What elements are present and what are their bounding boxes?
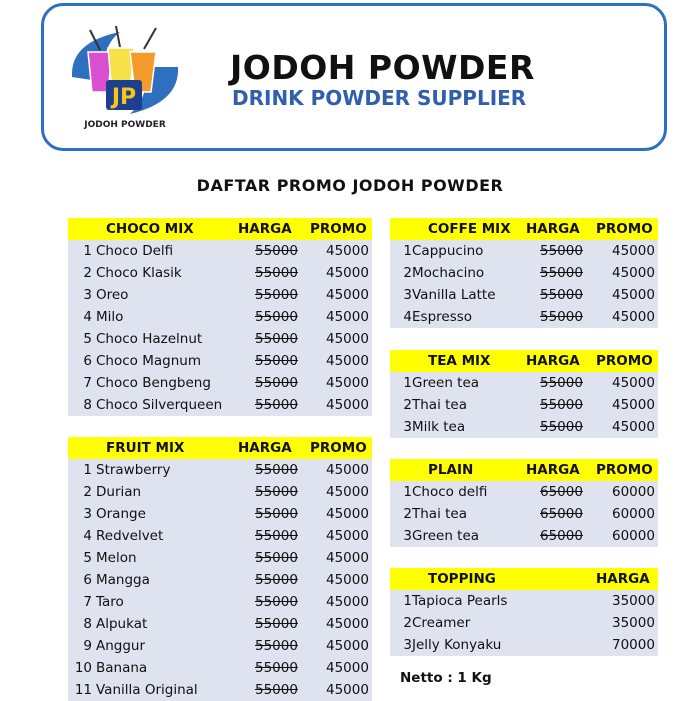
item-name: Choco Silverqueen	[96, 397, 223, 413]
svg-text:JP: JP	[111, 85, 137, 110]
item-original-price: 55000	[255, 550, 298, 566]
item-name: Milk tea	[412, 419, 466, 435]
table-row	[68, 459, 372, 481]
item-original-price: 55000	[255, 287, 298, 303]
logo-caption: JODOH POWDER	[84, 120, 166, 130]
item-price: 70000	[612, 637, 655, 653]
item-original-price: 55000	[255, 528, 298, 544]
table-row	[68, 306, 372, 328]
item-promo-price: 45000	[326, 506, 369, 522]
column-header-promo: PROMO	[310, 440, 367, 456]
item-name: Green tea	[412, 528, 480, 544]
item-original-price: 55000	[540, 243, 583, 259]
brand-logo	[60, 22, 190, 137]
item-original-price: 55000	[255, 660, 298, 676]
column-header-promo: PROMO	[596, 462, 653, 478]
item-original-price: 55000	[255, 682, 298, 698]
column-header-promo: PROMO	[310, 221, 367, 237]
item-original-price: 55000	[255, 462, 298, 478]
item-name: Tapioca Pearls	[412, 593, 508, 609]
table-row	[68, 284, 372, 306]
item-promo-price: 45000	[612, 309, 655, 325]
item-original-price: 55000	[255, 506, 298, 522]
item-promo-price: 45000	[326, 550, 369, 566]
item-promo-price: 45000	[612, 243, 655, 259]
item-name: Choco delfi	[412, 484, 488, 500]
item-promo-price: 45000	[326, 682, 369, 698]
table-row	[390, 262, 658, 284]
tea-mix-table	[390, 350, 658, 438]
item-original-price: 55000	[255, 243, 298, 259]
table-row	[68, 591, 372, 613]
row-number: 6	[83, 353, 92, 369]
item-promo-price: 45000	[612, 419, 655, 435]
item-original-price: 55000	[540, 265, 583, 281]
netto-label: Netto : 1 Kg	[400, 670, 492, 686]
item-promo-price: 45000	[326, 594, 369, 610]
item-name: Choco Klasik	[96, 265, 182, 281]
item-promo-price: 45000	[326, 484, 369, 500]
column-header-price: HARGA	[238, 440, 292, 456]
plain-table	[390, 459, 658, 547]
table-row	[68, 481, 372, 503]
item-original-price: 55000	[255, 616, 298, 632]
row-number: 1	[83, 462, 92, 478]
item-original-price: 55000	[255, 353, 298, 369]
item-promo-price: 45000	[326, 528, 369, 544]
item-name: Durian	[96, 484, 142, 500]
table-row	[68, 547, 372, 569]
table-row	[390, 481, 658, 503]
fruit-mix-table	[68, 437, 372, 701]
item-original-price: 55000	[255, 572, 298, 588]
table-row	[390, 634, 658, 656]
table-title: CHOCO MIX	[106, 221, 194, 237]
table-row	[390, 284, 658, 306]
coffe-mix-table	[390, 218, 658, 328]
item-original-price: 55000	[255, 638, 298, 654]
table-row	[390, 394, 658, 416]
column-header-promo: PROMO	[596, 353, 653, 369]
row-number: 2	[83, 484, 92, 500]
choco-mix-table	[68, 218, 372, 416]
item-original-price: 55000	[255, 375, 298, 391]
table-row	[68, 503, 372, 525]
table-header	[68, 218, 372, 240]
item-name: Orange	[96, 506, 146, 522]
item-original-price: 55000	[255, 309, 298, 325]
table-row	[390, 525, 658, 547]
item-name: Milo	[96, 309, 124, 325]
item-promo-price: 45000	[612, 397, 655, 413]
item-name: Alpukat	[96, 616, 148, 632]
row-number: 2	[403, 265, 412, 281]
item-name: Choco Bengbeng	[96, 375, 211, 391]
item-original-price: 55000	[540, 375, 583, 391]
item-name: Taro	[96, 594, 124, 610]
item-name: Vanilla Original	[96, 682, 198, 698]
row-number: 1	[403, 375, 412, 391]
item-promo-price: 45000	[326, 287, 369, 303]
row-number: 7	[83, 594, 92, 610]
item-promo-price: 45000	[326, 572, 369, 588]
table-row	[68, 350, 372, 372]
row-number: 1	[403, 243, 412, 259]
item-promo-price: 45000	[326, 309, 369, 325]
row-number: 5	[83, 331, 92, 347]
item-name: Melon	[96, 550, 137, 566]
item-promo-price: 60000	[612, 484, 655, 500]
item-original-price: 55000	[540, 309, 583, 325]
row-number: 9	[83, 638, 92, 654]
column-header-price: HARGA	[596, 571, 650, 587]
table-row	[68, 394, 372, 416]
item-promo-price: 45000	[326, 462, 369, 478]
row-number: 3	[403, 419, 412, 435]
item-name: Banana	[96, 660, 148, 676]
table-row	[390, 306, 658, 328]
item-promo-price: 45000	[326, 638, 369, 654]
row-number: 2	[403, 615, 412, 631]
table-header	[68, 437, 372, 459]
item-original-price: 55000	[255, 331, 298, 347]
row-number: 4	[83, 309, 92, 325]
item-promo-price: 60000	[612, 528, 655, 544]
row-number: 2	[403, 397, 412, 413]
table-header	[390, 459, 658, 481]
item-original-price: 55000	[255, 594, 298, 610]
item-name: Mochacino	[412, 265, 485, 281]
item-name: Thai tea	[412, 506, 467, 522]
item-name: Espresso	[412, 309, 473, 325]
row-number: 3	[403, 528, 412, 544]
item-original-price: 55000	[255, 265, 298, 281]
table-row	[390, 503, 658, 525]
item-name: Mangga	[96, 572, 150, 588]
table-row	[390, 416, 658, 438]
column-header-price: HARGA	[526, 462, 580, 478]
table-row	[390, 372, 658, 394]
item-name: Green tea	[412, 375, 480, 391]
brand-title: JODOH POWDER	[230, 48, 535, 87]
table-row	[68, 569, 372, 591]
table-row	[68, 262, 372, 284]
table-title: TEA MIX	[428, 353, 491, 369]
table-row	[390, 590, 658, 612]
item-promo-price: 45000	[326, 375, 369, 391]
drink-cups-logo-icon	[60, 22, 190, 122]
item-promo-price: 45000	[326, 243, 369, 259]
item-name: Redvelvet	[96, 528, 164, 544]
item-promo-price: 45000	[326, 331, 369, 347]
item-original-price: 65000	[540, 506, 583, 522]
topping-table	[390, 568, 658, 656]
table-row	[68, 240, 372, 262]
item-price: 35000	[612, 593, 655, 609]
row-number: 4	[83, 528, 92, 544]
row-number: 3	[83, 506, 92, 522]
item-name: Strawberry	[96, 462, 171, 478]
row-number: 2	[83, 265, 92, 281]
table-header	[390, 568, 658, 590]
item-name: Anggur	[96, 638, 146, 654]
row-number: 1	[403, 593, 412, 609]
item-name: Thai tea	[412, 397, 467, 413]
item-name: Vanilla Latte	[412, 287, 496, 303]
table-row	[68, 657, 372, 679]
row-number: 1	[403, 484, 412, 500]
item-name: Choco Hazelnut	[96, 331, 203, 347]
item-name: Choco Magnum	[96, 353, 201, 369]
item-promo-price: 45000	[326, 397, 369, 413]
item-price: 35000	[612, 615, 655, 631]
item-promo-price: 45000	[612, 287, 655, 303]
item-promo-price: 45000	[326, 616, 369, 632]
brand-tagline: DRINK POWDER SUPPLIER	[232, 86, 527, 110]
table-row	[68, 525, 372, 547]
table-header	[390, 350, 658, 372]
column-header-price: HARGA	[238, 221, 292, 237]
promo-title: DAFTAR PROMO JODOH POWDER	[196, 176, 504, 195]
table-row	[68, 372, 372, 394]
row-number: 6	[83, 572, 92, 588]
item-name: Choco Delfi	[96, 243, 174, 259]
row-number: 8	[83, 616, 92, 632]
item-promo-price: 45000	[326, 353, 369, 369]
item-original-price: 55000	[255, 397, 298, 413]
item-promo-price: 45000	[612, 375, 655, 391]
row-number: 7	[83, 375, 92, 391]
table-row	[68, 635, 372, 657]
row-number: 4	[403, 309, 412, 325]
item-name: Cappucino	[412, 243, 484, 259]
table-row	[68, 679, 372, 701]
table-row	[390, 612, 658, 634]
item-promo-price: 45000	[326, 265, 369, 281]
table-row	[68, 613, 372, 635]
column-header-price: HARGA	[526, 353, 580, 369]
item-promo-price: 60000	[612, 506, 655, 522]
table-title: PLAIN	[428, 462, 474, 478]
item-promo-price: 45000	[326, 660, 369, 676]
row-number: 5	[83, 550, 92, 566]
item-original-price: 55000	[540, 397, 583, 413]
item-original-price: 55000	[255, 484, 298, 500]
item-original-price: 65000	[540, 528, 583, 544]
item-original-price: 65000	[540, 484, 583, 500]
row-number: 8	[83, 397, 92, 413]
table-header	[390, 218, 658, 240]
row-number: 11	[74, 682, 92, 698]
table-title: TOPPING	[428, 571, 496, 587]
column-header-promo: PROMO	[596, 221, 653, 237]
item-name: Jelly Konyaku	[412, 637, 502, 653]
row-number: 3	[403, 287, 412, 303]
row-number: 10	[74, 660, 92, 676]
row-number: 3	[403, 637, 412, 653]
item-name: Oreo	[96, 287, 129, 303]
row-number: 2	[403, 506, 412, 522]
row-number: 1	[83, 243, 92, 259]
column-header-price: HARGA	[526, 221, 580, 237]
table-title: COFFE MIX	[428, 221, 511, 237]
item-name: Creamer	[412, 615, 471, 631]
row-number: 3	[83, 287, 92, 303]
table-row	[390, 240, 658, 262]
item-promo-price: 45000	[612, 265, 655, 281]
table-title: FRUIT MIX	[106, 440, 185, 456]
table-row	[68, 328, 372, 350]
item-original-price: 55000	[540, 287, 583, 303]
item-original-price: 55000	[540, 419, 583, 435]
